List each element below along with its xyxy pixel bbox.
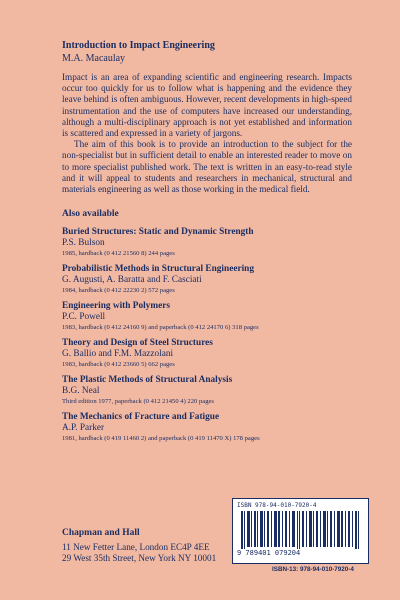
- related-book-authors: B.G. Neal: [62, 386, 100, 397]
- related-book-details: 1983, hardback (0 412 24160 9) and paperback (0 412 24170 6) 318 pages: [62, 324, 259, 332]
- publisher-address-line: 29 West 35th Street, New York NY 10001: [62, 553, 217, 563]
- related-book: [62, 412, 352, 443]
- related-book-title: The Plastic Methods of Structural Analysis: [62, 375, 233, 386]
- book-title: Introduction to Impact Engineering: [62, 40, 215, 51]
- related-book-authors: G. Augusti, A. Baratta and F. Casciati: [62, 275, 202, 286]
- related-book-details: 1985, hardback (0 412 21560 8) 244 pages: [62, 250, 175, 258]
- related-book-details: 1981, hardback (0 419 11460 2) and paperback (0 419 11470 X) 178 pages: [62, 435, 260, 443]
- related-book-details: 1984, hardback (0 412 22230 2) 572 pages: [62, 287, 175, 295]
- related-book-title: The Mechanics of Fracture and Fatigue: [62, 412, 220, 423]
- related-book-title: Engineering with Polymers: [62, 301, 170, 312]
- related-book: [62, 338, 352, 369]
- back-cover-content: [62, 40, 352, 449]
- also-available-heading: Also available: [62, 209, 119, 220]
- related-book-authors: P.C. Powell: [62, 312, 106, 323]
- barcode-box: [232, 498, 369, 564]
- related-book-authors: P.S. Bulson: [62, 238, 105, 249]
- related-book-details: 1983, hardback (0 412 23660 5) 662 pages: [62, 361, 175, 369]
- related-book-title: Theory and Design of Steel Structures: [62, 338, 213, 349]
- description-paragraph-1: Impact is an area of expanding scientific and engineering research. Impacts occur too quickly for us to follow what is happening and the evidence they leave behind is often ambiguous. However, recent developments in high-speed instrumentation and the use of computers have increased our understanding, although a multi-disciplinary approach is not yet established and information is scattered and expressed in a variety of jargons.: [62, 72, 352, 139]
- publisher-name: Chapman and Hall: [62, 528, 140, 538]
- book-author: M.A. Macaulay: [62, 53, 126, 64]
- isbn-13-label: ISBN-13: 978-94-010-7920-4: [272, 566, 354, 573]
- related-book-title: Probabilistic Methods in Structural Engineering: [62, 264, 254, 275]
- related-book-details: Third edition 1977, paperback (0 412 21450 4) 220 pages: [62, 398, 214, 406]
- related-book: [62, 375, 352, 406]
- barcode-issn-text: ISBN 978-94-010-7920-4: [237, 502, 317, 509]
- related-book: [62, 227, 352, 258]
- related-book-title: Buried Structures: Static and Dynamic Strength: [62, 227, 254, 238]
- related-book-authors: G. Ballio and F.M. Mazzolani: [62, 349, 174, 360]
- related-book-authors: A.P. Parker: [62, 423, 105, 434]
- barcode-icon: [241, 511, 361, 551]
- publisher-address-line: 11 New Fetter Lane, London EC4P 4EE: [62, 542, 210, 552]
- related-book: [62, 301, 352, 332]
- barcode-digits: 9 789401 079204: [237, 549, 301, 557]
- related-book: [62, 264, 352, 295]
- description-paragraph-2: The aim of this book is to provide an introduction to the subject for the non-specialist but in sufficient detail to enable an interested reader to move on to more specialist published work. The text is written in an easy-to-read style and it will appeal to students and researchers in mechanical, structural and materials engineering as well as those working in the medical field.: [62, 139, 352, 195]
